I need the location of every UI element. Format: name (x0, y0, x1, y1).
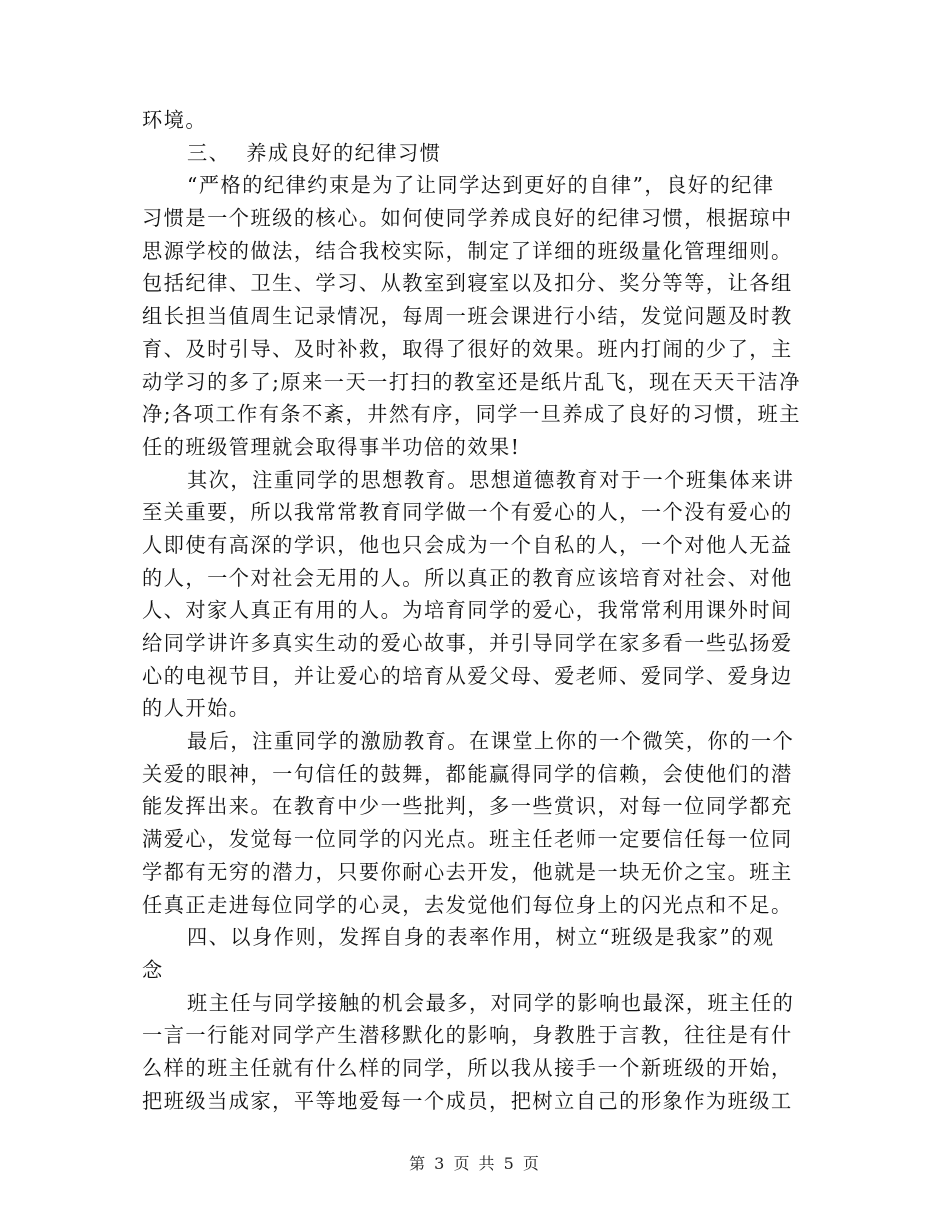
text-line: 一言一行能对同学产生潜移默化的影响，身教胜于言教，往往是有什 (142, 1023, 793, 1048)
text-line: 最后，注重同学的激励教育。在课堂上你的一个微笑，你的一个 (187, 729, 795, 754)
text-line: 任真正走进每位同学的心灵，去发觉他们每位身上的闪光点和不足。 (142, 892, 793, 917)
text-line: 把班级当成家，平等地爱每一个成员，把树立自己的形象作为班级工 (142, 1088, 793, 1113)
text-line: 满爱心，发觉每一位同学的闪光点。班主任老师一定要信任每一位同 (142, 827, 793, 852)
text-line: 的人，一个对社会无用的人。所以真正的教育应该培育对社会、对他 (142, 565, 793, 590)
page-footer: 第 3 页 共 5 页 (409, 1154, 541, 1173)
text-line: 思源学校的做法，结合我校实际，制定了详细的班级量化管理细则。 (142, 238, 793, 263)
text-line: 么样的班主任就有什么样的同学，所以我从接手一个新班级的开始， (142, 1055, 793, 1080)
text-line: 念 (142, 957, 164, 982)
text-line: 组长担当值周生记录情况，每周一班会课进行小结，发觉问题及时教 (142, 304, 793, 329)
text-line: 三、 养成良好的纪律习惯 (187, 140, 442, 165)
text-line: 任的班级管理就会取得事半功倍的效果! (142, 434, 521, 459)
text-line: 动学习的多了;原来一天一打扫的教室还是纸片乱飞，现在天天干洁净 (142, 369, 801, 394)
text-line: 班主任与同学接触的机会最多，对同学的影响也最深，班主任的 (187, 990, 795, 1015)
text-line: 环境。 (142, 108, 208, 132)
text-line: 净;各项工作有条不紊，井然有序，同学一旦养成了良好的习惯，班主 (142, 402, 801, 427)
text-line: 关爱的眼神，一句信任的鼓舞，都能赢得同学的信赖，会使他们的潜 (142, 761, 793, 786)
text-line: 给同学讲许多真实生动的爱心故事，并引导同学在家多看一些弘扬爱 (142, 631, 793, 655)
text-line: 能发挥出来。在教育中少一些批判，多一些赏识，对每一位同学都充 (142, 794, 793, 819)
text-line: 人、对家人真正有用的人。为培育同学的爱心，我常常利用课外时间 (142, 598, 793, 623)
text-line: 至关重要，所以我常常教育同学做一个有爱心的人，一个没有爱心的 (142, 500, 793, 525)
text-line: 学都有无穷的潜力，只要你耐心去开发，他就是一块无价之宝。班主 (142, 859, 793, 884)
text-line: 习惯是一个班级的核心。如何使同学养成良好的纪律习惯，根据琼中 (142, 206, 793, 231)
text-line: 的人开始。 (142, 696, 251, 721)
text-line: “严格的纪律约束是为了让同学达到更好的自律”，良好的纪律 (187, 173, 775, 198)
text-line: 人即使有高深的学识，他也只会成为一个自私的人，一个对他人无益 (142, 532, 793, 557)
document-body (142, 104, 810, 1117)
text-line: 心的电视节目，并让爱心的培育从爱父母、爱老师、爱同学、爱身边 (142, 663, 793, 688)
text-line: 包括纪律、卫生、学习、从教室到寝室以及扣分、奖分等等，让各组 (142, 271, 793, 296)
text-line: 四、以身作则，发挥自身的表率作用，树立“班级是我家”的观 (187, 925, 775, 950)
text-line: 其次，注重同学的思想教育。思想道德教育对于一个班集体来讲 (187, 467, 795, 492)
text-line: 育、及时引导、及时补救，取得了很好的效果。班内打闹的少了，主 (142, 336, 793, 361)
